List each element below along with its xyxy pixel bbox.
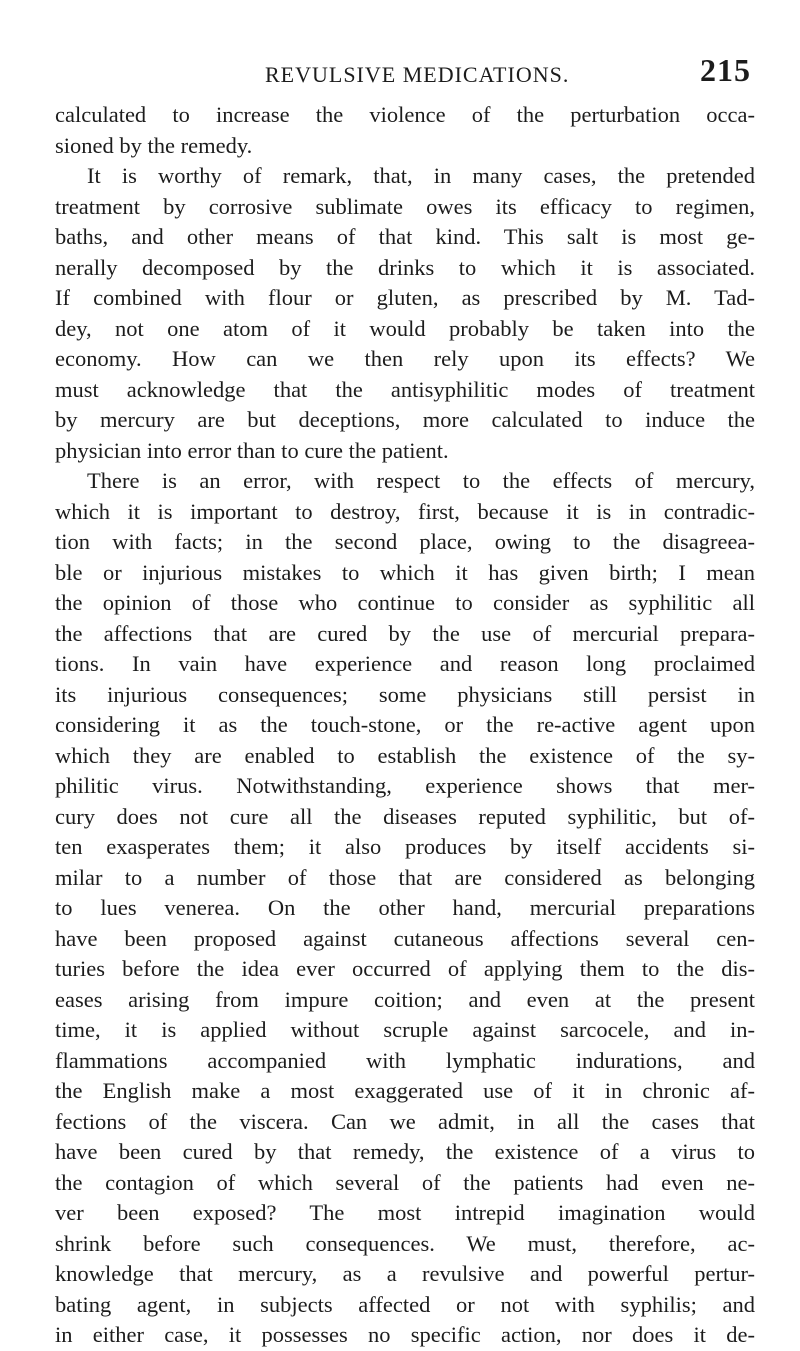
text-line: in either case, it possesses no specific action, nor does it de-: [55, 1322, 755, 1347]
text-line: tions. In vain have experience and reason long proclaimed: [55, 651, 755, 676]
text-line: calculated to increase the violence of the perturbation occa-: [55, 102, 755, 127]
text-line: the English make a most exaggerated use of it in chronic af-: [55, 1078, 755, 1103]
text-line: have been cured by that remedy, the existence of a virus to: [55, 1139, 755, 1164]
text-line: ble or injurious mistakes to which it has given birth; I mean: [55, 559, 755, 585]
page-number: 215: [700, 52, 751, 88]
text-line: dey, not one atom of it would probably be taken into the: [55, 315, 755, 341]
text-line: to lues venerea. On the other hand, mercurial preparations: [55, 895, 755, 920]
text-line: considering it as the touch-stone, or the re-active agent upon: [55, 712, 755, 737]
text-line: shrink before such consequences. We must, therefore, ac-: [55, 1230, 755, 1256]
text-line: fections of the viscera. Can we admit, in all the cases that: [55, 1108, 755, 1134]
text-line: turies before the idea ever occurred of applying them to the dis-: [55, 956, 755, 981]
text-line: must acknowledge that the antisyphilitic modes of treatment: [55, 376, 755, 402]
text-line: treatment by corrosive sublimate owes its efficacy to regimen,: [55, 193, 755, 219]
text-line: time, it is applied without scruple against sarcocele, and in-: [55, 1017, 755, 1042]
text-line: which they are enabled to establish the existence of the sy-: [55, 742, 755, 768]
text-line: tion with facts; in the second place, owing to the disagreea-: [55, 529, 755, 554]
text-line: nerally decomposed by the drinks to which it is associated.: [55, 254, 755, 280]
text-line: milar to a number of those that are considered as belonging: [55, 864, 755, 890]
text-line: its injurious consequences; some physicians still persist in: [55, 681, 755, 707]
running-title: REVULSIVE MEDICATIONS.: [265, 62, 570, 87]
text-line: baths, and other means of that kind. This salt is most ge-: [55, 224, 755, 249]
body-text: [55, 100, 755, 1351]
text-line: There is an error, with respect to the effects of mercury,: [87, 468, 755, 493]
text-line: by mercury are but deceptions, more calculated to induce the: [55, 407, 755, 432]
text-line: the affections that are cured by the use of mercurial prepara-: [55, 620, 755, 646]
text-line: ten exasperates them; it also produces by itself accidents si-: [55, 834, 755, 859]
text-line: the contagion of which several of the patients had even ne-: [55, 1169, 755, 1195]
text-line: physician into error than to cure the patient.: [55, 437, 449, 463]
text-line: If combined with flour or gluten, as prescribed by M. Tad-: [55, 285, 755, 310]
text-line: sioned by the remedy.: [55, 132, 253, 158]
text-line: which it is important to destroy, first, because it is in contradic-: [55, 498, 755, 524]
text-line: flammations accompanied with lymphatic indurations, and: [55, 1047, 755, 1073]
text-line: the opinion of those who continue to consider as syphilitic all: [55, 590, 755, 615]
text-line: It is worthy of remark, that, in many cases, the pretended: [87, 163, 755, 188]
running-head: [0, 52, 800, 92]
text-line: knowledge that mercury, as a revulsive and powerful pertur-: [55, 1261, 755, 1286]
text-line: ver been exposed? The most intrepid imagination would: [55, 1200, 755, 1225]
text-line: eases arising from impure coition; and even at the present: [55, 986, 755, 1012]
text-line: bating agent, in subjects affected or not with syphilis; and: [55, 1291, 755, 1317]
text-line: economy. How can we then rely upon its effects? We: [55, 346, 755, 371]
text-line: have been proposed against cutaneous affections several cen-: [55, 925, 755, 951]
text-line: philitic virus. Notwithstanding, experience shows that mer-: [55, 773, 755, 798]
text-line: cury does not cure all the diseases reputed syphilitic, but of-: [55, 803, 755, 829]
